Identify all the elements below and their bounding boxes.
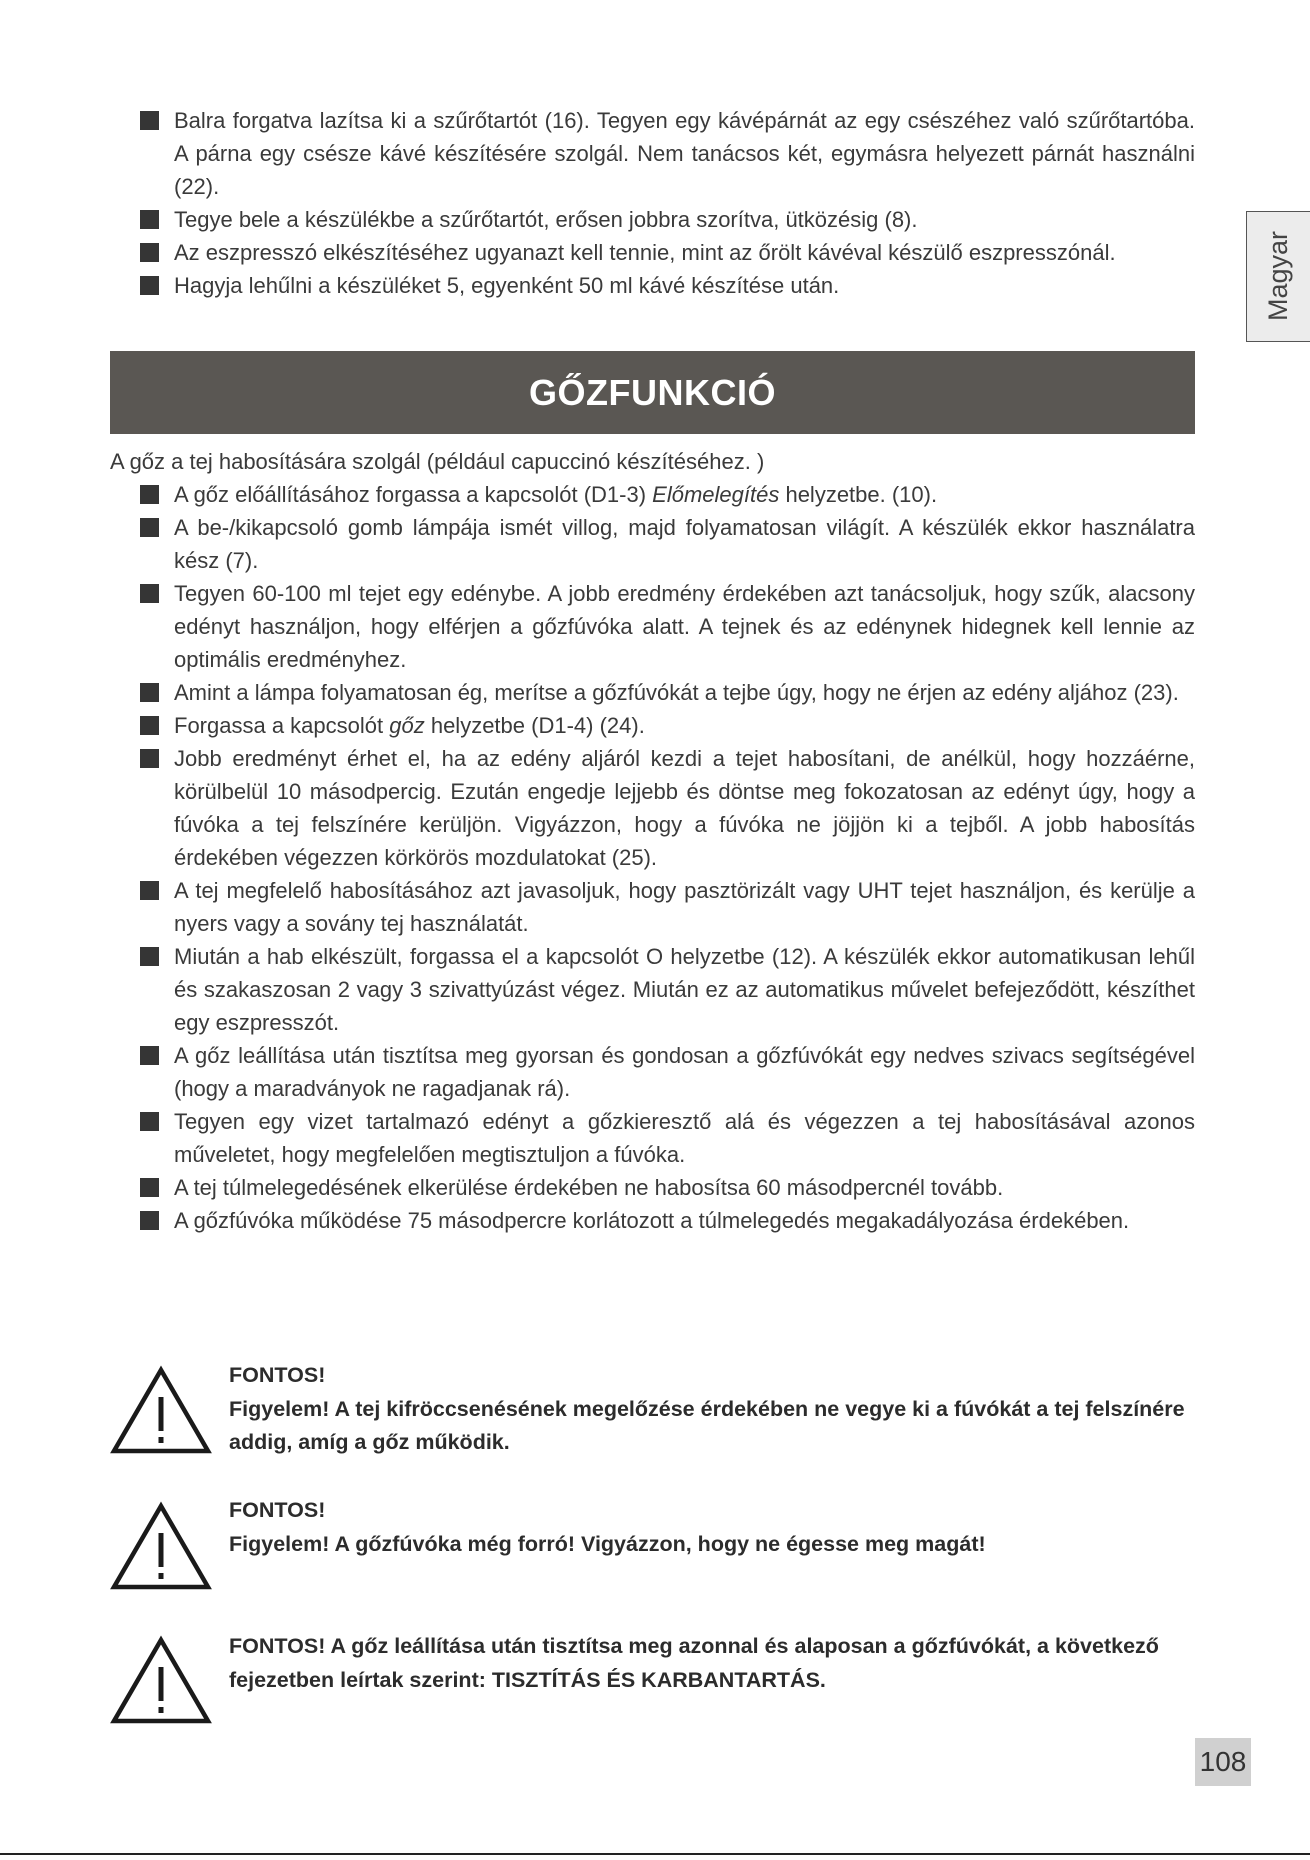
warning-triangle-icon (110, 1365, 212, 1455)
bullet-square-icon (140, 947, 159, 966)
list-item (110, 478, 1195, 511)
list-item-text: A gőzfúvóka működése 75 másodpercre korlátozott a túlmelegedés megakadályozása érdekében. (174, 1208, 1130, 1233)
bullet-square-icon (140, 1178, 159, 1197)
list-item-text: Forgassa a kapcsolót (174, 713, 390, 738)
bullet-square-icon (140, 584, 159, 603)
warning-text: Figyelem! A tej kifröccsenésének megelőzése érdekében ne vegye ki a fúvókát a tej felszínére addig, amíg a gőz működik. (229, 1396, 1185, 1454)
list-item-text: Miután a hab elkészült, forgassa el a kapcsolót O helyzetbe (12). A készülék ekkor automatikusan lehűl és szakaszosan 2 vagy 3 szivattyúzást végez. Miután ez az automatikus művelet befejeződött, készíthet egy eszpresszót. (174, 944, 1195, 1035)
warning-text-block (229, 1494, 1195, 1561)
bullet-square-icon (140, 683, 159, 702)
bullet-square-icon (140, 485, 159, 504)
section-title: GŐZFUNKCIÓ (529, 371, 776, 413)
list-item-text: Az eszpresszó elkészítéséhez ugyanazt kell tennie, mint az őrölt kávéval készülő eszpresszónál. (174, 240, 1116, 265)
bullet-square-icon (140, 1112, 159, 1131)
language-tab (1246, 211, 1310, 342)
list-item-text: Amint a lámpa folyamatosan ég, merítse a gőzfúvókát a tejbe úgy, hogy ne érjen az edény aljához (23). (174, 680, 1179, 705)
list-item (110, 676, 1195, 709)
list-item-text: A gőz előállításához forgassa a kapcsolót (D1-3) (174, 482, 653, 507)
warning-text: Figyelem! A gőzfúvóka még forró! Vigyázzon, hogy ne égesse meg magát! (229, 1531, 986, 1556)
section-intro: A gőz a tej habosítására szolgál (például capuccinó készítéséhez. ) (110, 449, 765, 474)
list-item (110, 940, 1195, 1039)
section-header-bar (110, 351, 1195, 434)
list-item (110, 1204, 1195, 1237)
bullet-square-icon (140, 1211, 159, 1230)
bullet-square-icon (140, 881, 159, 900)
list-item-emphasis: Előmelegítés (652, 482, 780, 507)
bottom-rule (0, 1853, 1310, 1855)
bullet-square-icon (140, 276, 159, 295)
bullet-square-icon (140, 210, 159, 229)
list-item (110, 1171, 1195, 1204)
bullet-square-icon (140, 111, 159, 130)
list-item (110, 203, 1195, 236)
warning-heading: FONTOS! (229, 1363, 326, 1387)
list-item-text: Tegyen egy vizet tartalmazó edényt a gőzkieresztő alá és végezzen a tej habosításával azonos műveletet, hogy megfelelően megtisztuljon a fúvóka. (174, 1109, 1195, 1167)
list-item-text: Jobb eredményt érhet el, ha az edény aljáról kezdi a tejet habosítani, de anélkül, hogy hozzáérne, körülbelül 10 másodpercig. Ezután engedje lejjebb és döntse meg fokozatosan az edényt úgy, hogy a fúvóka a tej felszínére kerüljön. Vigyázzon, hogy a fúvóka ne jöjjön ki a tejből. A jobb habosítás érdekében végezzen körkörös mozdulatokat (25). (174, 746, 1195, 870)
list-item (110, 874, 1195, 940)
list-item (110, 236, 1195, 269)
list-item-text: helyzetbe. (10). (779, 482, 938, 507)
list-item-text: Tegyen 60-100 ml tejet egy edénybe. A jobb eredmény érdekében azt tanácsoljuk, hogy szűk, alacsony edényt használjon, hogy elférjen a gőzfúvóka alatt. A tejnek és az edénynek hidegnek kell lennie az optimális eredményhez. (174, 581, 1195, 672)
warning-block (0, 1494, 1310, 1594)
warning-text-block (229, 1359, 1195, 1460)
list-item (110, 577, 1195, 676)
warning-triangle-icon (110, 1635, 212, 1725)
bullet-square-icon (140, 749, 159, 768)
list-item (110, 709, 1195, 742)
bullet-square-icon (140, 243, 159, 262)
page-number (1195, 1738, 1251, 1786)
list-item (110, 104, 1195, 203)
warning-text-block (229, 1630, 1195, 1697)
bullet-square-icon (140, 1046, 159, 1065)
list-item-text: A tej megfelelő habosításához azt javasoljuk, hogy pasztörizált vagy UHT tejet használjon, és kerülje a nyers vagy a sovány tej használatát. (174, 878, 1195, 936)
list-item (110, 742, 1195, 874)
list-item-text: A tej túlmelegedésének elkerülése érdekében ne habosítsa 60 másodpercnél tovább. (174, 1175, 1004, 1200)
list-item-text: Hagyja lehűlni a készüléket 5, egyenként 50 ml kávé készítése után. (174, 273, 840, 298)
warning-block (0, 1630, 1310, 1730)
warning-triangle-icon (110, 1501, 212, 1591)
list-item (110, 511, 1195, 577)
top-instruction-list (110, 104, 1195, 302)
list-item-text: A gőz leállítása után tisztítsa meg gyorsan és gondosan a gőzfúvókát egy nedves szivacs segítségével (hogy a maradványok ne ragadjanak rá). (174, 1043, 1195, 1101)
list-item (110, 1105, 1195, 1171)
list-item-text: A be-/kikapcsoló gomb lámpája ismét villog, majd folyamatosan világít. A készülék ekkor használatra kész (7). (174, 515, 1195, 573)
list-item (110, 1039, 1195, 1105)
page-number-label: 108 (1199, 1746, 1247, 1777)
bullet-square-icon (140, 716, 159, 735)
list-item-text: Balra forgatva lazítsa ki a szűrőtartót (16). Tegyen egy kávépárnát az egy csészéhez való szűrőtartóba. A párna egy csésze kávé készítésére szolgál. Nem tanácsos két, egymásra helyezett párnát használni (22). (174, 108, 1195, 199)
steam-function-section (110, 445, 1195, 1237)
list-item (110, 269, 1195, 302)
warning-heading: FONTOS! (229, 1498, 326, 1522)
language-tab-label: Magyar (1263, 231, 1293, 322)
bullet-square-icon (140, 518, 159, 537)
warning-block (0, 1359, 1310, 1459)
list-item-text: Tegye bele a készülékbe a szűrőtartót, erősen jobbra szorítva, ütközésig (8). (174, 207, 918, 232)
warning-text: FONTOS! A gőz leállítása után tisztítsa meg azonnal és alaposan a gőzfúvókát, a következő fejezetben leírtak szerint: TISZTÍTÁS ÉS KARBANTARTÁS. (229, 1634, 1159, 1692)
list-item-emphasis: gőz (389, 713, 425, 738)
list-item-text: helyzetbe (D1-4) (24). (424, 713, 645, 738)
